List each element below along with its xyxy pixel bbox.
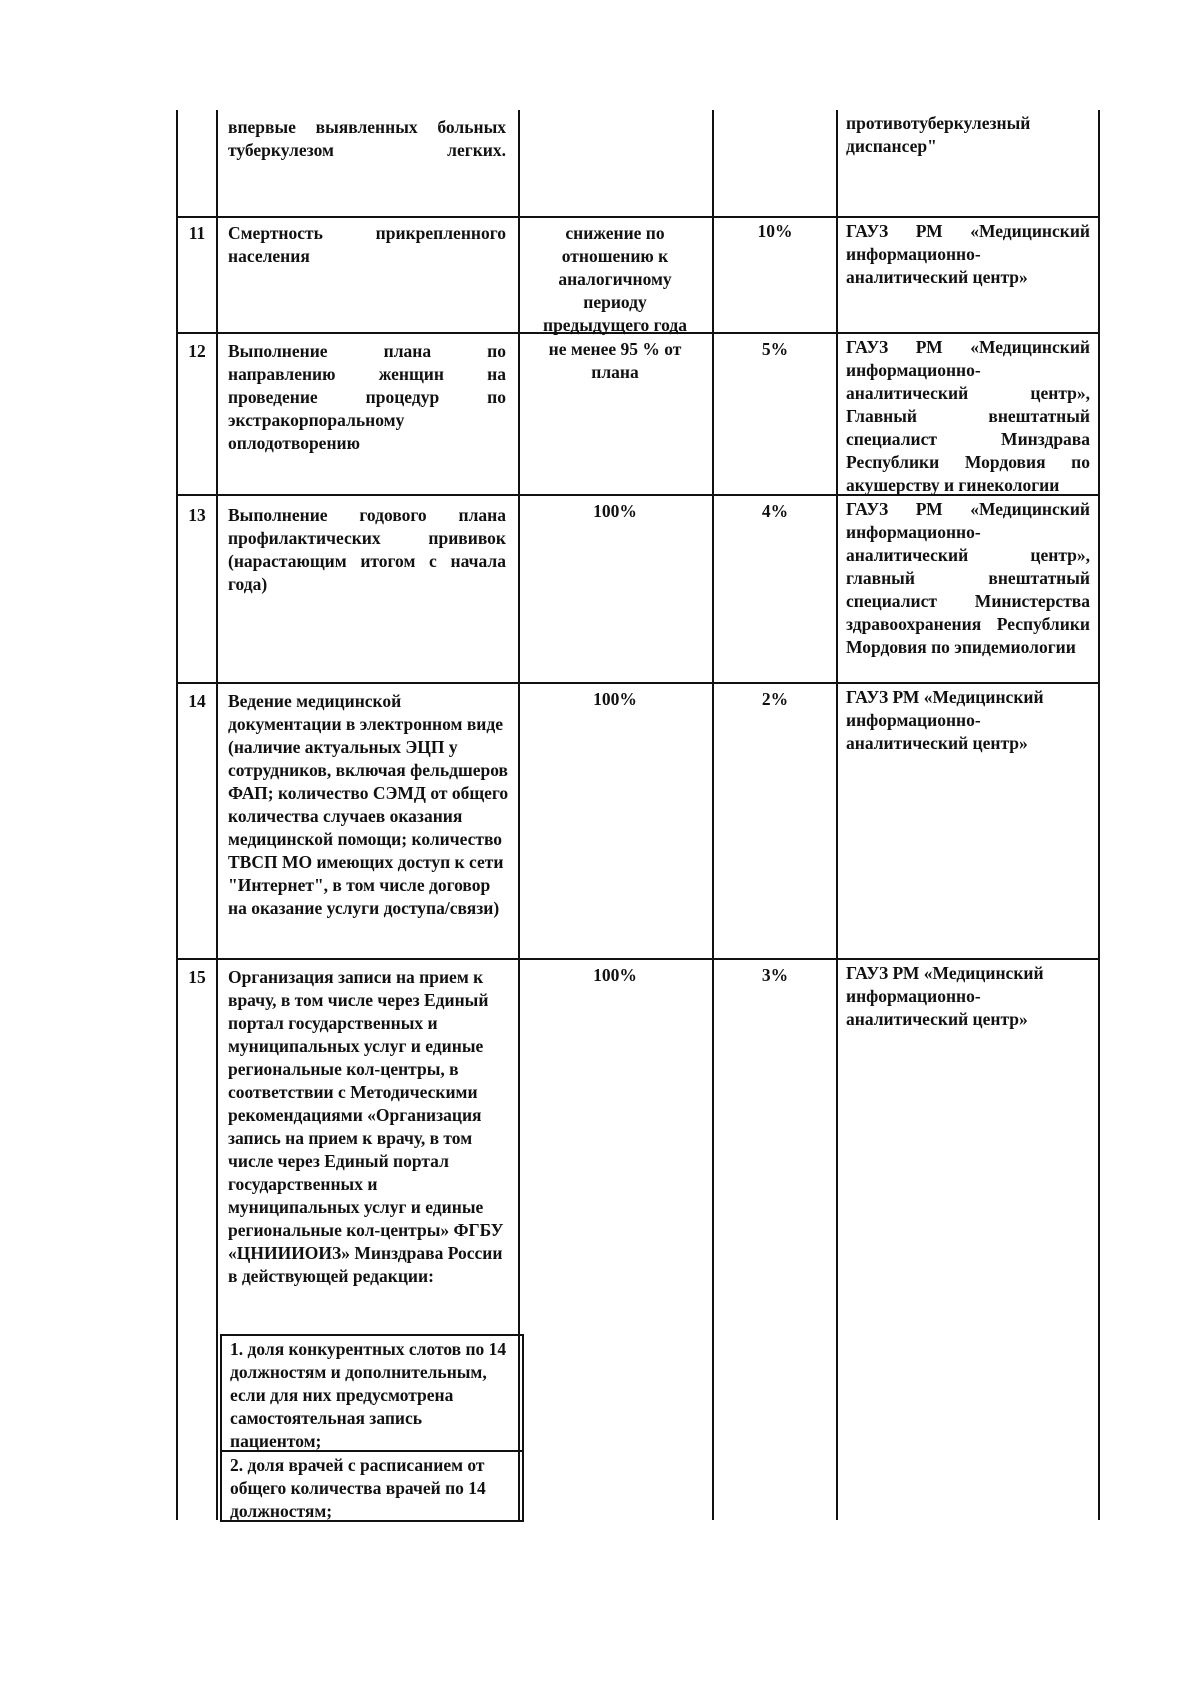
table-border-left: [176, 110, 178, 1520]
row-12-number: 12: [188, 341, 206, 361]
sub-item-1: 1. доля конкурентных слотов по 14 должностям и дополнительным, если для них предусмотрена самостоятельная запись пациентом;: [230, 1339, 507, 1451]
row-13-indicator: Выполнение годового плана профилактических прививок (нарастающим итогом с начала года): [228, 505, 506, 594]
row-13-weight: 4%: [761, 501, 789, 521]
row-15-weight: 3%: [761, 965, 789, 985]
row-11-weight: 10%: [757, 221, 793, 241]
row-cont-source: противотуберкулезный диспансер": [846, 113, 1031, 156]
sub-item-2: 2. доля врачей с расписанием от общего количества врачей по 14 должностям;: [230, 1455, 486, 1521]
row-13-number: 13: [188, 505, 206, 525]
row-15-number: 15: [188, 967, 206, 987]
row-cont-indicator: впервые выявленных больных туберкулезом легких.: [228, 117, 506, 160]
row-divider-14: [176, 682, 1100, 684]
row-13-source: ГАУЗ РМ «Медицинский информационно-аналитический центр», главный внештатный специалист Министерства здравоохранения Республики Мордовия по эпидемиологии: [846, 499, 1090, 657]
row-12-indicator: Выполнение плана по направлению женщин на проведение процедур по экстракорпоральному оплодотворению: [228, 341, 506, 453]
row-15-target: 100%: [593, 965, 637, 985]
row-14-source: ГАУЗ РМ «Медицинский информационно-аналитический центр»: [846, 687, 1044, 753]
table-divider-weight: [836, 110, 838, 1520]
row-15-source: ГАУЗ РМ «Медицинский информационно-аналитический центр»: [846, 963, 1044, 1029]
table-divider-indicator: [518, 110, 520, 1520]
row-11-indicator: Смертность прикрепленного населения: [228, 223, 506, 266]
row-11-target: снижение по отношению к аналогичному периоду предыдущего года: [542, 223, 687, 335]
row-divider-11: [176, 216, 1100, 218]
row-12-source: ГАУЗ РМ «Медицинский информационно-аналитический центр», Главный внештатный специалист Минздрава Республики Мордовия по акушерству и гинекологии: [846, 337, 1090, 495]
row-14-target: 100%: [593, 689, 637, 709]
row-14-number: 14: [188, 691, 206, 711]
row-11-source: ГАУЗ РМ «Медицинский информационно-аналитический центр»: [846, 221, 1090, 287]
row-14-indicator: Ведение медицинской документации в электронном виде (наличие актуальных ЭЦП у сотрудников, включая фельдшеров ФАП; количество СЭМД от общего количества случаев оказания медицинской помощи; количество ТВСП МО имеющих доступ к сети "Интернет", в том числе договор на оказание услуги доступа/связи): [228, 691, 509, 918]
table-divider-num: [216, 110, 218, 1520]
row-12-weight: 5%: [761, 339, 789, 359]
row-divider-15: [176, 958, 1100, 960]
row-14-weight: 2%: [761, 689, 789, 709]
row-15-indicator: Организация записи на прием к врачу, в том числе через Единый портал государственных и муниципальных услуг и единые региональные кол-центры, в соответствии с Методическими рекомендациями «Организация запись на прием к врачу, в том числе через Единый портал государственных и муниципальных услуг и единые региональные кол-центры» ФГБУ «ЦНИИИОИЗ» Минздрава России в действующей редакции:: [228, 967, 504, 1286]
table-border-right: [1098, 110, 1100, 1520]
table-divider-target: [712, 110, 714, 1520]
row-12-target: не менее 95 % от плана: [548, 339, 682, 382]
row-11-number: 11: [188, 223, 206, 243]
row-13-target: 100%: [593, 501, 637, 521]
